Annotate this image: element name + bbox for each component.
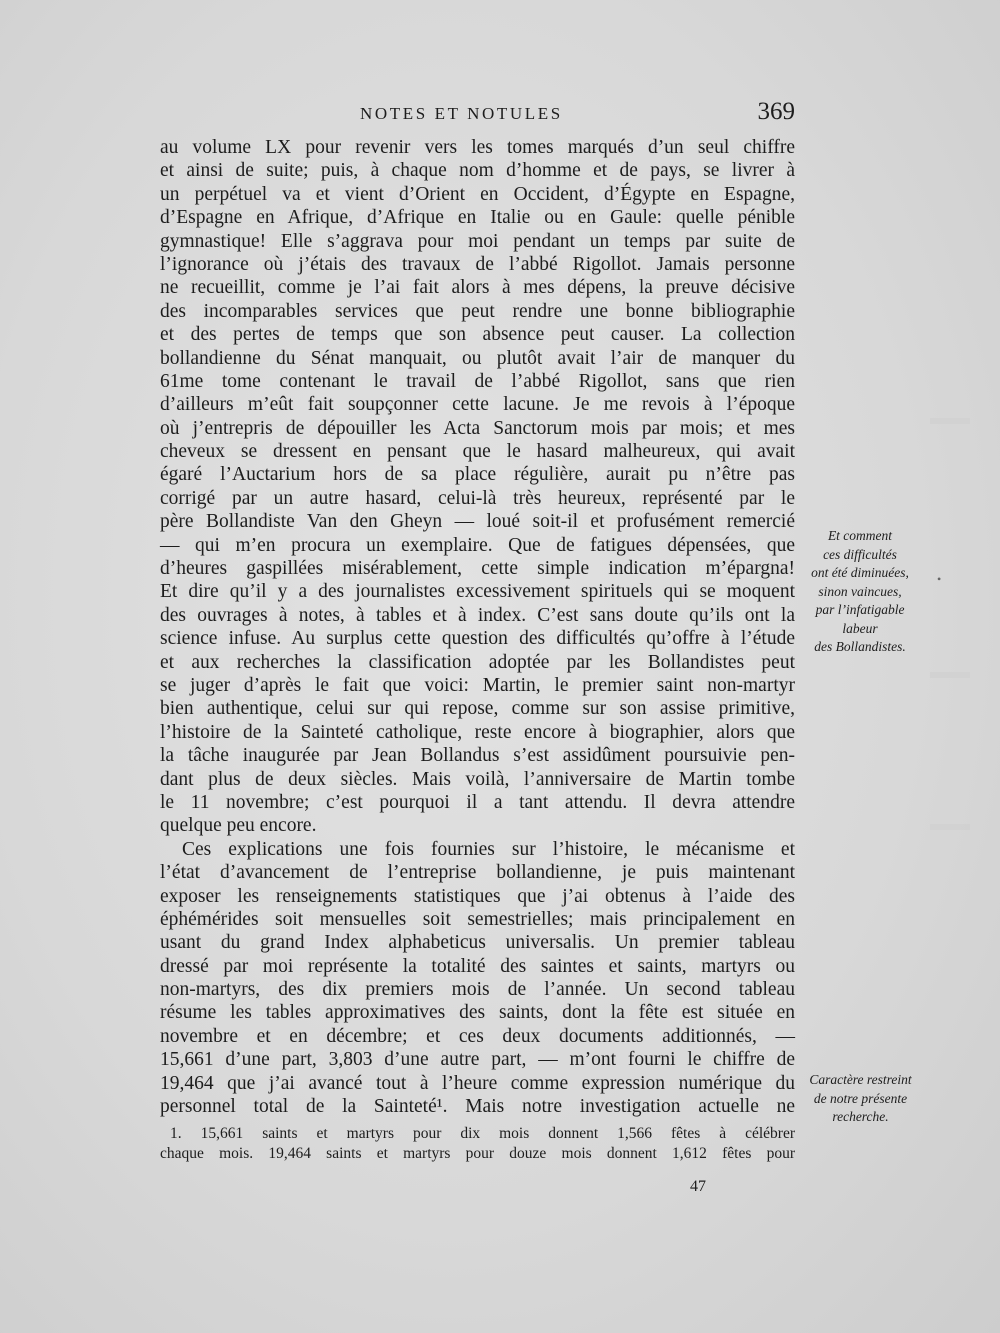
body-line: la tâche inaugurée par Jean Bollandus s’est assidûment poursuivie pen- [160, 745, 795, 767]
body-line: le 11 novembre; c’est pourquoi il a tant attendu. Il devra attendre [160, 791, 795, 813]
dust-speck: • [937, 572, 942, 586]
body-line: d’ailleurs m’eût fait soupçonner cette lacune. Je me revois à l’époque [160, 394, 795, 416]
body-line: Ces explications une fois fournies sur l’histoire, le mécanisme et [182, 838, 795, 860]
running-header [160, 98, 795, 130]
margin-note-line: Et comment [827, 528, 893, 543]
margin-note-difficulties [790, 527, 930, 657]
footnote-line: chaque mois. 19,464 saints et martyrs pour douze mois donnent 1,612 fêtes pour [160, 1145, 795, 1162]
margin-note-line: par l’infatigable [815, 602, 905, 617]
margin-note-line: recherche. [832, 1109, 889, 1124]
body-line: d’Espagne en Afrique, d’Afrique en Italie ou en Gaule: quelle pénible [160, 207, 795, 229]
body-line: gymnastique! Elle s’aggrava pour moi pendant un temps par suite de [160, 230, 795, 252]
body-line: égaré l’Auctarium hors de sa place régulière, aurait pu n’être pas [160, 464, 795, 486]
margin-note-line: ont été diminuées, [811, 565, 909, 580]
body-line: où j’entrepris de dépouiller les Acta Sanctorum mois par mois; et mes [160, 417, 795, 439]
page-number: 369 [757, 98, 795, 125]
margin-note-line: de notre présente [813, 1090, 908, 1106]
body-line: Et dire qu’il y a des journalistes excessivement spirituels qui se moquent [160, 581, 795, 603]
body-line: des incomparables services que peut rendre une bonne bibliographie [160, 300, 795, 322]
body-line: ne recueillit, comme je l’ai fait alors à mes dépens, la preuve décisive [160, 277, 795, 299]
body-line: bien authentique, celui sur qui repose, comme sur son assise primitive, [160, 698, 795, 720]
body-line: et aux recherches la classification adoptée par les Bollandistes peut [160, 651, 795, 673]
bleed-through-mark [930, 824, 970, 830]
margin-note-line: des Bollandistes. [814, 639, 906, 654]
body-line: science infuse. Au surplus cette question des difficultés qu’offre à l’étude [160, 628, 795, 650]
body-line: bollandienne du Sénat manquait, ou plutôt avait l’air de manquer du [160, 347, 795, 369]
body-line: et des pertes de temps que son absence peut causer. La collection [160, 324, 795, 346]
body-line: corrigé par un autre hasard, celui-là très heureux, représenté par le [160, 487, 795, 509]
bleed-through-mark [930, 672, 970, 678]
body-line: des ouvrages à notes, à tables et à index. C’est sans doute qu’ils ont la [160, 604, 795, 626]
margin-note-line: sinon vaincues, [818, 583, 902, 599]
margin-note-line: ces difficultés [823, 546, 897, 562]
body-line: résume les tables approximatives des saints, dont la fête est située en [160, 1002, 795, 1024]
footnote-line: 1. 15,661 saints et martyrs pour dix mois donnent 1,566 fêtes à célébrer [170, 1125, 795, 1142]
body-line: dant plus de deux siècles. Mais voilà, l’anniversaire de Martin tombe [160, 768, 795, 790]
margin-note-line: labeur [842, 620, 878, 636]
body-line: 61me tome contenant le travail de l’abbé Rigollot, sans que rien [160, 370, 795, 392]
body-line: éphémérides soit mensuelles soit semestrielles; mais principalement en [160, 908, 795, 930]
running-title: NOTES ET NOTULES [360, 104, 563, 123]
body-line: personnel total de la Sainteté¹. Mais notre investigation actuelle ne [160, 1096, 795, 1118]
signature-mark: 47 [690, 1178, 706, 1195]
body-line: se juger d’après le fait que voici: Martin, le premier saint non-martyr [160, 674, 795, 696]
body-line: et ainsi de suite; puis, à chaque nom d’homme et de pays, se livrer à [160, 160, 795, 182]
bleed-through-mark [930, 418, 970, 424]
body-line: un perpétuel va et vient d’Orient en Occident, d’Égypte en Espagne, [160, 183, 795, 205]
body-line: usant du grand Index alphabeticus universalis. Un premier tableau [160, 932, 795, 954]
body-line: 15,661 d’une part, 3,803 d’une autre part, — m’ont fourni le chiffre de [160, 1049, 795, 1071]
body-line: père Bollandiste Van den Gheyn — loué soit-il et profusément remercié [160, 511, 795, 533]
body-line: l’état d’avancement de l’entreprise bollandienne, je puis maintenant [160, 862, 795, 884]
body-line: 19,464 que j’ai avancé tout à l’heure comme expression numérique du [160, 1072, 795, 1094]
body-line: au volume LX pour revenir vers les tomes marqués d’un seul chiffre [160, 137, 795, 158]
footnotes [160, 1124, 795, 1164]
body-line: — qui m’en procura un exemplaire. Que de fatigues dépensées, que [160, 534, 795, 556]
body-line: dressé par moi représente la totalité des saintes et saints, martyrs ou [160, 955, 795, 977]
body-line: l’histoire de la Sainteté catholique, reste encore à biographier, alors que [160, 721, 795, 743]
body-line: exposer les renseignements statistiques que j’ai obtenus à l’aide des [160, 885, 795, 907]
margin-note-line: Caractère restreint [809, 1072, 912, 1087]
body-line: l’ignorance où j’étais des travaux de l’abbé Rigollot. Jamais personne [160, 253, 795, 275]
margin-note-restricted [788, 1071, 933, 1127]
body-line: cheveux se dressent en pensant que le hasard malheureux, qui avait [160, 441, 795, 463]
body-line: non-martyrs, des dix premiers mois de l’année. Un second tableau [160, 979, 795, 1001]
body-text [160, 136, 795, 1118]
body-line: quelque peu encore. [160, 815, 317, 837]
body-line: d’heures gaspillées misérablement, cette simple indication m’épargna! [160, 558, 795, 580]
body-line: novembre et en décembre; et ces deux documents additionnés, — [160, 1025, 795, 1047]
